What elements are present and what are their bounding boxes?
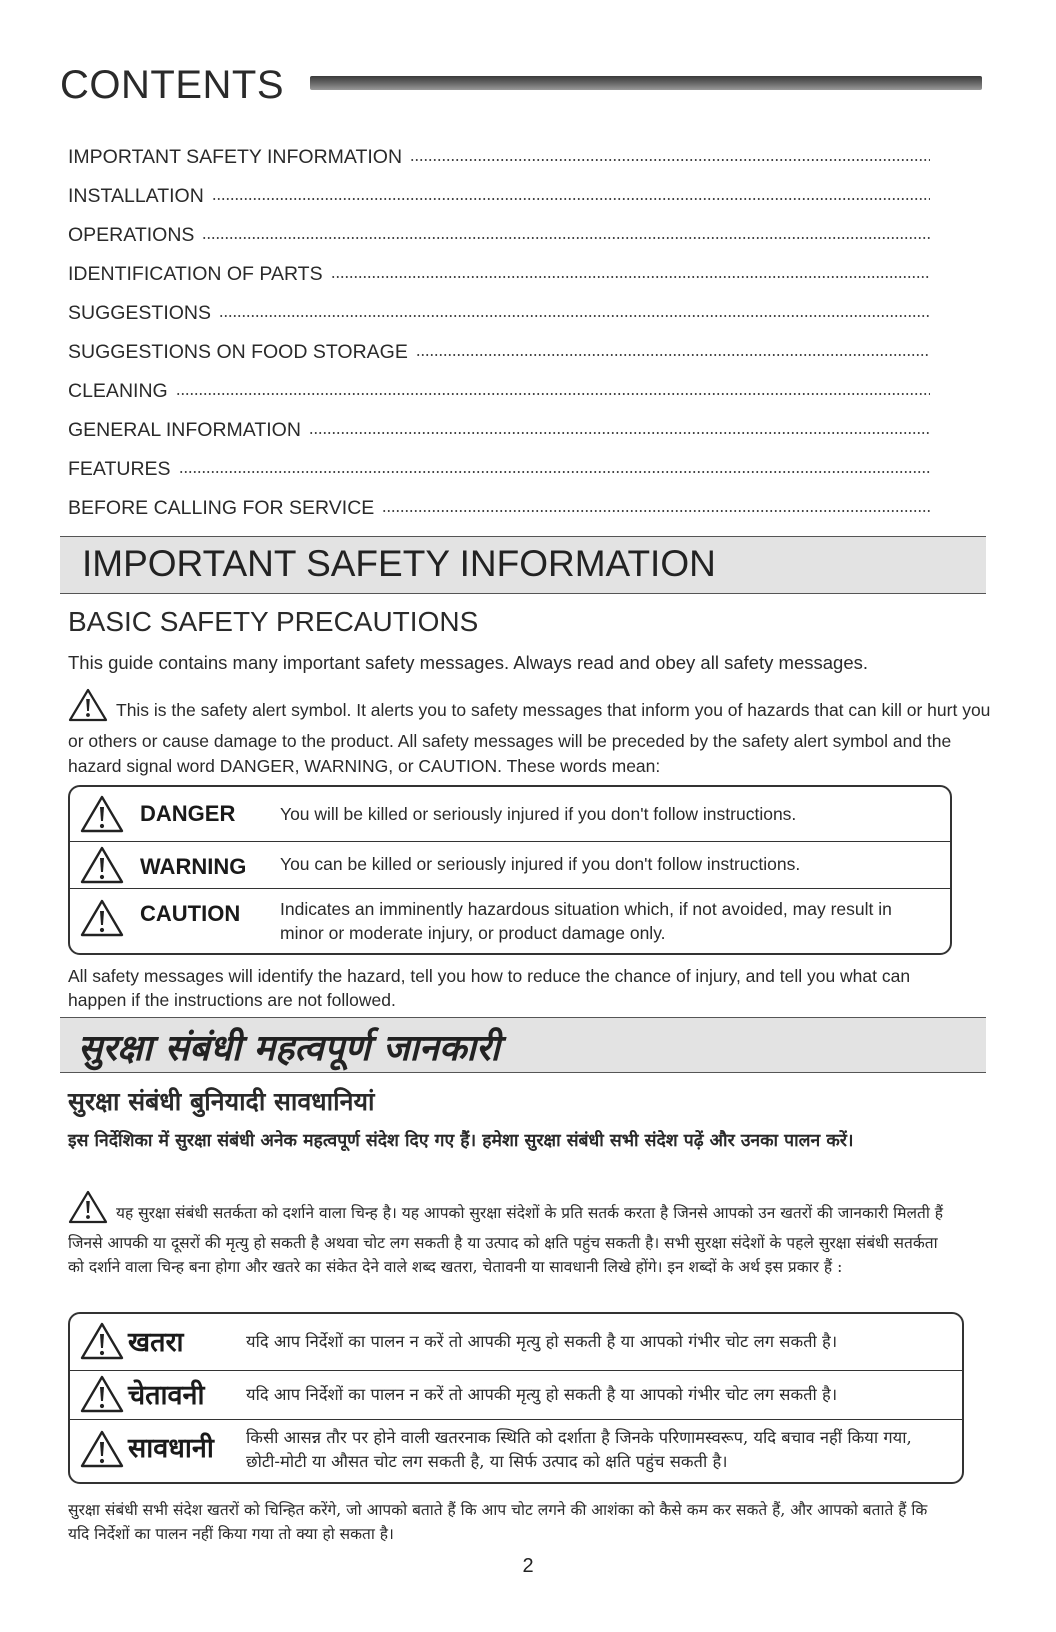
toc-label: IMPORTANT SAFETY INFORMATION xyxy=(68,146,403,168)
warning-triangle-icon xyxy=(68,688,108,729)
signal-description: यदि आप निर्देशों का पालन न करें तो आपकी मृत्यु हो सकती है या आपको गंभीर चोट लग सकती है। xyxy=(246,1385,838,1404)
toc-leader-dots xyxy=(219,314,930,318)
warning-triangle-icon xyxy=(80,795,124,838)
toc-leader-dots xyxy=(416,353,930,357)
basic-safety-heading-hindi: सुरक्षा संबंधी बुनियादी सावधानियां xyxy=(68,1087,375,1116)
table-of-contents xyxy=(68,130,930,520)
warning-triangle-icon xyxy=(80,899,124,942)
safety-alert-paragraph xyxy=(68,688,996,779)
toc-entry[interactable] xyxy=(68,247,930,286)
safety-footer-note-hindi: सुरक्षा संबंधी सभी संदेश खतरों को चिन्हित करेंगे, जो आपको बताते हैं कि आप चोट लगने की आशंका को कैसे कम कर सकते हैं, और आपको बताते हैं कि यदि निर्देशों का पालन नहीं किया गया तो क्या हो सकता है। xyxy=(68,1501,928,1543)
safety-alert-text: This is the safety alert symbol. It alerts you to safety messages that inform you of hazards that can kill or hurt you or others or cause damage to the product. All safety messages will be preceded by the safety alert symbol and the hazard signal word DANGER, WARNING, or CAUTION. These words mean: xyxy=(68,700,991,776)
signal-word: खतरा xyxy=(128,1327,184,1358)
toc-label: INSTALLATION xyxy=(68,185,204,207)
header-rule xyxy=(310,76,982,90)
toc-label: IDENTIFICATION OF PARTS xyxy=(68,263,323,285)
safety-intro-hindi: इस निर्देशिका में सुरक्षा संबंधी अनेक महत्वपूर्ण संदेश दिए गए हैं। हमेशा सुरक्षा संबंधी सभी संदेश पढ़ें और उनका पालन करें। xyxy=(68,1131,854,1151)
signal-description: You will be killed or seriously injured if you don't follow instructions. xyxy=(280,804,797,824)
signal-word: CAUTION xyxy=(140,901,241,926)
toc-entry[interactable] xyxy=(68,130,930,169)
toc-entry[interactable] xyxy=(68,169,930,208)
signal-row-caution xyxy=(70,889,950,953)
signal-row-danger-hindi xyxy=(70,1314,962,1371)
warning-triangle-icon xyxy=(80,846,124,889)
signal-description: You can be killed or seriously injured if you don't follow instructions. xyxy=(280,854,801,874)
toc-label: CLEANING xyxy=(68,380,168,402)
signal-row-caution-hindi xyxy=(70,1420,962,1482)
basic-safety-heading: BASIC SAFETY PRECAUTIONS xyxy=(68,606,479,637)
signal-row-warning xyxy=(70,842,950,889)
toc-leader-dots xyxy=(331,275,930,279)
toc-entry[interactable] xyxy=(68,325,930,364)
warning-triangle-icon xyxy=(68,1190,108,1231)
toc-leader-dots xyxy=(410,158,930,162)
toc-entry[interactable] xyxy=(68,286,930,325)
safety-alert-text-hindi: यह सुरक्षा संबंधी सतर्कता को दर्शाने वाला चिन्ह है। यह आपको सुरक्षा संदेशों के प्रति सतर्क करता है जिनसे आपको उन खतरों की जानकारी मिलती हैं जिनसे आपकी या दूसरों की मृत्यु हो सकती है अथवा चोट लग सकती है या उत्पाद को क्षति पहुंच सकती है। सभी सुरक्षा संदेशों के पहले सुरक्षा संबंधी सतर्कता को दर्शाने वाला चिन्ह बना होगा और खतरे का संकेत देने वाले शब्द खतरा, चेतावनी या सावधानी लिखे होंगे। इन शब्दों के अर्थ इस प्रकार हैं : xyxy=(68,1204,943,1276)
toc-leader-dots xyxy=(179,470,930,474)
page-number: 2 xyxy=(522,1555,534,1577)
toc-label: SUGGESTIONS xyxy=(68,302,212,324)
signal-description: किसी आसन्न तौर पर होने वाली खतरनाक स्थिति को दर्शाता है जिनके परिणामस्वरूप, यदि बचाव नहीं किया गया, छोटी-मोटी या औसत चोट लग सकती है, या सिर्फ उत्पाद को क्षति पहुंच सकती है। xyxy=(246,1428,912,1471)
signal-description: Indicates an imminently hazardous situation which, if not avoided, may result in minor or moderate injury, or product damage only. xyxy=(280,899,892,943)
toc-leader-dots xyxy=(202,236,930,240)
section-title: IMPORTANT SAFETY INFORMATION xyxy=(82,543,716,584)
signal-row-danger xyxy=(70,787,950,842)
toc-leader-dots xyxy=(309,431,930,435)
toc-label: SUGGESTIONS ON FOOD STORAGE xyxy=(68,341,408,363)
warning-triangle-icon xyxy=(80,1322,124,1365)
signal-description: यदि आप निर्देशों का पालन न करें तो आपकी मृत्यु हो सकती है या आपको गंभीर चोट लग सकती है। xyxy=(246,1332,838,1351)
hazard-signal-table xyxy=(68,785,952,955)
signal-word: WARNING xyxy=(140,854,247,879)
safety-alert-paragraph-hindi xyxy=(68,1190,948,1279)
toc-label: BEFORE CALLING FOR SERVICE xyxy=(68,497,375,519)
safety-intro: This guide contains many important safety messages. Always read and obey all safety messages. xyxy=(68,652,869,673)
contents-title: CONTENTS xyxy=(60,63,284,107)
signal-word: सावधानी xyxy=(128,1433,214,1464)
signal-word: चेतावनी xyxy=(128,1380,205,1411)
toc-label: GENERAL INFORMATION xyxy=(68,419,301,441)
toc-entry[interactable] xyxy=(68,364,930,403)
toc-entry[interactable] xyxy=(68,403,930,442)
toc-leader-dots xyxy=(382,509,930,513)
signal-row-warning-hindi xyxy=(70,1371,962,1420)
warning-triangle-icon xyxy=(80,1375,124,1418)
toc-entry[interactable] xyxy=(68,208,930,247)
toc-leader-dots xyxy=(176,392,930,396)
toc-label: FEATURES xyxy=(68,458,171,480)
hazard-signal-table-hindi xyxy=(68,1312,964,1484)
toc-entry[interactable] xyxy=(68,481,930,520)
toc-entry[interactable] xyxy=(68,442,930,481)
section-banner-safety-hindi xyxy=(60,1017,986,1073)
warning-triangle-icon xyxy=(80,1430,124,1473)
toc-leader-dots xyxy=(212,197,930,201)
toc-label: OPERATIONS xyxy=(68,224,195,246)
signal-word: DANGER xyxy=(140,801,236,826)
contents-header xyxy=(60,60,980,110)
section-banner-safety xyxy=(60,536,986,594)
safety-footer-note: All safety messages will identify the hazard, tell you how to reduce the chance of injury, and tell you what can happen if the instructions are not followed. xyxy=(68,966,911,1010)
section-title-hindi: सुरक्षा संबंधी महत्वपूर्ण जानकारी xyxy=(78,1027,500,1069)
